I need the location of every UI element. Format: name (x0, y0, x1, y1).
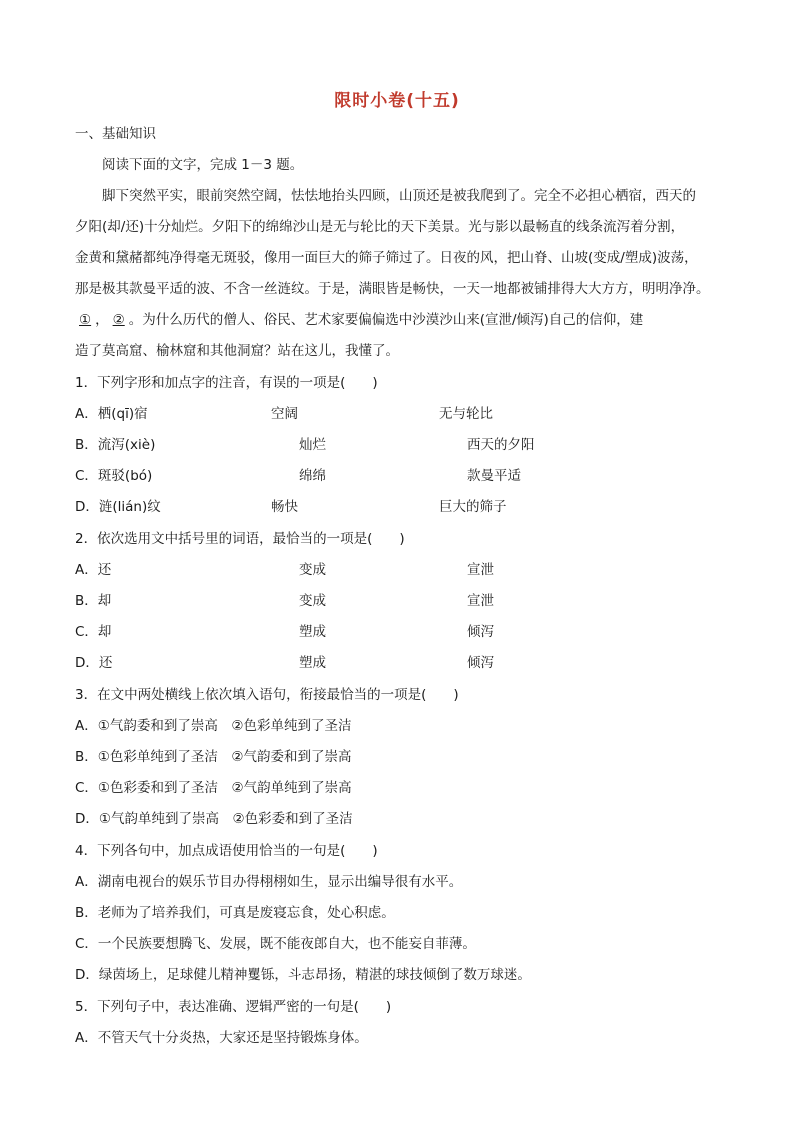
blank-separator: ， (95, 312, 109, 328)
passage-line-6: 造了莫高窟、榆林窟和其他洞窟？站在这儿，我懂了。 (75, 343, 399, 359)
blank-1: ① (79, 312, 92, 328)
question-1-stem: 1．下列字形和加点字的注音，有误的一项是( ) (75, 375, 378, 391)
page-title: 限时小卷(十五) (334, 91, 460, 111)
question-4-option-d: D．绿茵场上，足球健儿精神矍铄，斗志昂扬，精湛的球技倾倒了数万球迷。 (75, 967, 531, 983)
question-1-option-d: D．涟(lián)纹 畅快 巨大的筛子 (75, 499, 507, 515)
question-4-option-a: A．湖南电视台的娱乐节目办得栩栩如生，显示出编导很有水平。 (75, 874, 463, 890)
question-4-stem: 4．下列各句中，加点成语使用恰当的一句是( ) (75, 843, 378, 859)
passage-line-5 (75, 310, 735, 330)
question-3-option-d: D．①气韵单纯到了崇高 ②色彩委和到了圣洁 (75, 811, 353, 827)
passage-line-5-text: 。为什么历代的僧人、俗民、艺术家要偏偏选中沙漠沙山来(宣泄/倾泻)自己的信仰，建 (128, 312, 644, 328)
question-2-option-a: A．还 变成 宣泄 (75, 562, 494, 578)
question-2-option-c: C．却 塑成 倾泻 (75, 624, 494, 640)
question-4-option-c: C．一个民族要想腾飞、发展，既不能夜郎自大，也不能妄自菲薄。 (75, 936, 476, 952)
blank-2: ② (112, 312, 125, 328)
passage-line-1: 脚下突然平实，眼前突然空阔，怯怯地抬头四顾，山顶还是被我爬到了。完全不必担心栖宿，西天的 (102, 188, 696, 204)
passage-line-3: 金黄和黛赭都纯净得毫无斑驳，像用一面巨大的筛子筛过了。日夜的风，把山脊、山坡(变成/塑成)波荡， (75, 250, 698, 266)
question-2-stem: 2．依次选用文中括号里的词语，最恰当的一项是( ) (75, 531, 405, 547)
question-3-option-c: C．①色彩委和到了圣洁 ②气韵单纯到了崇高 (75, 780, 352, 796)
question-1-option-b: B．流泻(xiè) 灿烂 西天的夕阳 (75, 437, 535, 453)
question-5-stem: 5．下列句子中，表达准确、逻辑严密的一句是( ) (75, 999, 392, 1015)
question-3-option-b: B．①色彩单纯到了圣洁 ②气韵委和到了崇高 (75, 749, 352, 765)
question-5-option-a: A．不管天气十分炎热，大家还是坚持锻炼身体。 (75, 1030, 368, 1046)
question-1-option-c: C．斑驳(bó) 绵绵 款曼平适 (75, 468, 521, 484)
question-2-option-b: B．却 变成 宣泄 (75, 593, 494, 609)
question-2-option-d: D．还 塑成 倾泻 (75, 655, 494, 671)
question-1-option-a: A．栖(qī)宿 空阔 无与轮比 (75, 406, 493, 422)
reading-instruction: 阅读下面的文字，完成 1－3 题。 (102, 157, 304, 173)
passage-line-4: 那是极其款曼平适的波、不含一丝涟纹。于是，满眼皆是畅快，一天一地都被铺排得大大方方，明明净净。 (75, 281, 710, 297)
question-3-option-a: A．①气韵委和到了崇高 ②色彩单纯到了圣洁 (75, 718, 352, 734)
passage-line-2: 夕阳(却/还)十分灿烂。夕阳下的绵绵沙山是无与轮比的天下美景。光与影以最畅直的线条流泻着分割， (75, 219, 685, 235)
section-heading: 一、基础知识 (75, 126, 156, 142)
question-3-stem: 3．在文中两处横线上依次填入语句，衔接最恰当的一项是( ) (75, 687, 459, 703)
question-4-option-b: B．老师为了培养我们，可真是废寝忘食，处心积虑。 (75, 905, 395, 921)
